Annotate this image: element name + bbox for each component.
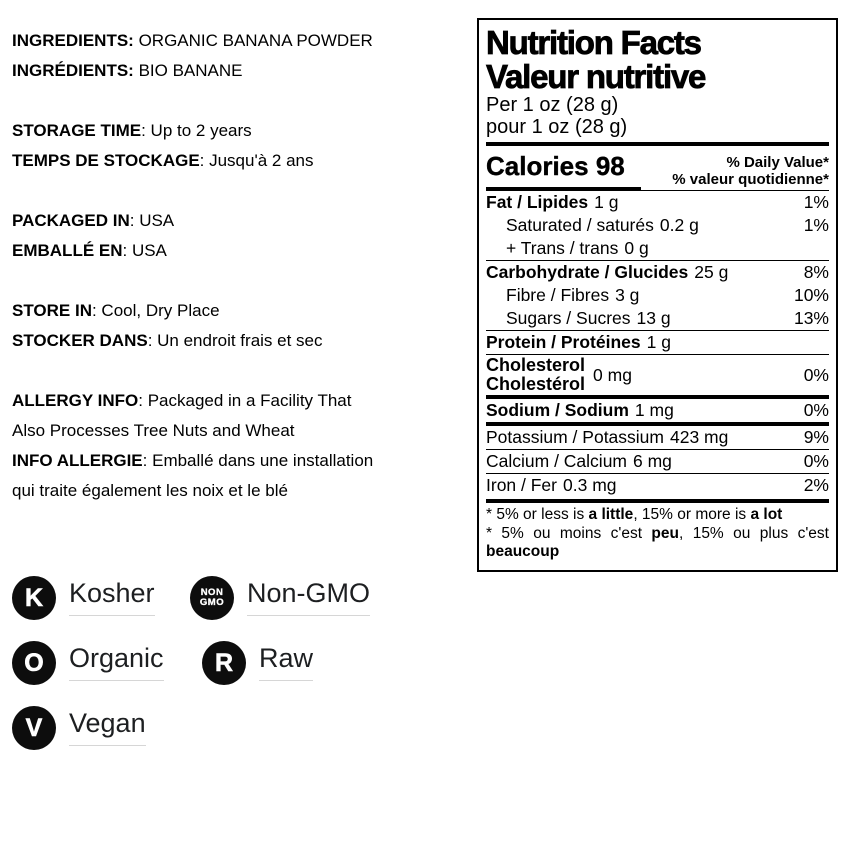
badge-raw bbox=[202, 641, 313, 685]
allergy-info-block bbox=[12, 386, 474, 506]
badge-label: Non-GMO bbox=[247, 580, 370, 616]
info-line bbox=[12, 56, 474, 86]
nutrient-name: Fibre / Fibres bbox=[506, 285, 610, 305]
info-text: BIO BANANE bbox=[133, 61, 243, 80]
nutrition-title-fr: Valeur nutritive bbox=[486, 58, 706, 95]
nutrition-title-en: Nutrition Facts bbox=[486, 24, 701, 61]
nutrition-row-iron bbox=[486, 473, 829, 497]
nutrient-name: Fat / Lipides bbox=[486, 192, 589, 212]
info-text: : Un endroit frais et sec bbox=[147, 331, 323, 350]
info-text: : Packaged in a Facility That bbox=[138, 391, 352, 410]
nutrient-amount: 3 g bbox=[615, 285, 640, 305]
product-info-section bbox=[12, 26, 474, 536]
cholesterol-name-fr: Cholestérol bbox=[486, 374, 586, 394]
nutrition-row-saturated bbox=[486, 214, 829, 237]
info-line bbox=[12, 26, 474, 56]
certification-badges bbox=[12, 576, 370, 771]
nutrient-name: Protein / Protéines bbox=[486, 332, 641, 352]
nutrient-name: Carbohydrate / Glucides bbox=[486, 262, 689, 282]
packaged-in-block bbox=[12, 206, 474, 266]
nutrition-row-fat bbox=[486, 190, 829, 214]
info-line bbox=[12, 206, 474, 236]
nutrient-amount: 6 mg bbox=[633, 451, 672, 471]
ingredients-block bbox=[12, 26, 474, 86]
calories-row bbox=[486, 148, 829, 190]
nutrition-facts-panel bbox=[477, 18, 838, 572]
badge-vegan bbox=[12, 706, 190, 750]
nutrient-name: Sodium / Sodium bbox=[486, 400, 629, 420]
info-line bbox=[12, 416, 474, 446]
info-text: : Up to 2 years bbox=[141, 121, 252, 140]
calories-label: Calories bbox=[486, 151, 589, 181]
cholesterol-name-en: Cholesterol bbox=[486, 355, 586, 375]
nutrition-row-carbohydrate bbox=[486, 260, 829, 284]
nutrient-amount: 1 g bbox=[594, 192, 619, 212]
badge-non-gmo bbox=[190, 576, 370, 620]
badge-row bbox=[12, 641, 370, 685]
badge-row bbox=[12, 706, 370, 750]
badge-label: Organic bbox=[69, 645, 164, 681]
calories-value-group bbox=[486, 151, 641, 190]
info-line bbox=[12, 326, 474, 356]
info-text: : Cool, Dry Place bbox=[91, 301, 220, 320]
footnote-line-en: * 5% or less is a little, 15% or more is a lot bbox=[486, 506, 783, 523]
badge-row bbox=[12, 576, 370, 620]
nutrient-dv: 10% bbox=[793, 285, 829, 305]
nutrient-name: Sugars / Sucres bbox=[506, 308, 631, 328]
nutrient-name: Saturated / saturés bbox=[506, 215, 654, 235]
info-label: INGRÉDIENTS: bbox=[12, 61, 134, 80]
nutrient-amount: 13 g bbox=[636, 308, 671, 328]
info-label: INGREDIENTS: bbox=[12, 31, 134, 50]
calories-value: 98 bbox=[595, 151, 625, 181]
nutrition-row-sugars bbox=[486, 307, 829, 330]
nutrient-amount: 1 g bbox=[646, 332, 671, 352]
raw-badge-icon: R bbox=[202, 641, 246, 685]
badge-label: Raw bbox=[259, 645, 313, 681]
nutrition-row-calcium bbox=[486, 449, 829, 473]
info-text: : USA bbox=[129, 211, 175, 230]
storage-time-block bbox=[12, 116, 474, 176]
info-label: STORAGE TIME bbox=[12, 121, 142, 140]
nutrition-row-potassium bbox=[486, 422, 829, 449]
vegan-badge-icon: V bbox=[12, 706, 56, 750]
nutrient-amount: 0 g bbox=[624, 238, 649, 258]
nutrient-dv: 13% bbox=[793, 308, 829, 328]
nutrient-dv: 2% bbox=[803, 475, 829, 495]
nutrient-amount: 25 g bbox=[694, 262, 729, 282]
nutrient-name: Calcium / Calcium bbox=[486, 451, 627, 471]
info-text: Also Processes Tree Nuts and Wheat bbox=[12, 421, 295, 440]
nutrient-dv: 8% bbox=[803, 262, 829, 282]
daily-value-header-fr: % valeur quotidienne* bbox=[672, 171, 829, 188]
footnote-line-fr: * 5% ou moins c'est peu, 15% ou plus c'est beaucoup bbox=[486, 524, 829, 560]
nutrient-dv: 0% bbox=[803, 400, 829, 420]
info-label: ALLERGY INFO bbox=[12, 391, 139, 410]
info-line bbox=[12, 146, 474, 176]
info-text: : Emballé dans une installation bbox=[142, 451, 374, 470]
badge-kosher bbox=[12, 576, 190, 620]
info-label: STOCKER DANS bbox=[12, 331, 148, 350]
info-label: INFO ALLERGIE bbox=[12, 451, 143, 470]
nutrient-amount: 0.3 mg bbox=[563, 475, 617, 495]
info-line bbox=[12, 116, 474, 146]
non-gmo-badge-icon: NON GMO bbox=[190, 576, 234, 620]
info-text: ORGANIC BANANA POWDER bbox=[133, 31, 373, 50]
store-in-block bbox=[12, 296, 474, 356]
info-label: PACKAGED IN bbox=[12, 211, 130, 230]
info-line bbox=[12, 296, 474, 326]
nutrient-name: Potassium / Potassium bbox=[486, 427, 664, 447]
nutrition-row-protein bbox=[486, 330, 829, 354]
nutrition-row-sodium bbox=[486, 395, 829, 422]
info-line bbox=[12, 476, 474, 506]
nutrient-dv: 1% bbox=[803, 215, 829, 235]
nutrition-row-fibre bbox=[486, 284, 829, 307]
info-label: STORE IN bbox=[12, 301, 92, 320]
nutrient-name bbox=[486, 356, 585, 394]
info-text: : USA bbox=[122, 241, 167, 260]
nutrient-amount: 423 mg bbox=[669, 427, 729, 447]
nutrient-dv: 0% bbox=[803, 364, 829, 385]
info-text: qui traite également les noix et le blé bbox=[12, 481, 288, 500]
daily-value-header-en: % Daily Value* bbox=[726, 154, 829, 171]
footnote bbox=[486, 499, 829, 562]
nutrient-name: + Trans / trans bbox=[506, 238, 619, 258]
nutrient-amount: 1 mg bbox=[634, 400, 674, 420]
nutrient-dv: 1% bbox=[803, 192, 829, 212]
serving-size-fr: pour 1 oz (28 g) bbox=[486, 116, 628, 138]
daily-value-header bbox=[672, 154, 829, 190]
kosher-badge-icon: K bbox=[12, 576, 56, 620]
nutrient-dv: 0% bbox=[803, 451, 829, 471]
nutrition-row-cholesterol bbox=[486, 354, 829, 395]
badge-organic bbox=[12, 641, 190, 685]
nutrient-dv: 9% bbox=[803, 427, 829, 447]
info-text: : Jusqu'à 2 ans bbox=[199, 151, 314, 170]
serving-size-en: Per 1 oz (28 g) bbox=[486, 94, 619, 116]
info-label: EMBALLÉ EN bbox=[12, 241, 123, 260]
info-line bbox=[12, 446, 474, 476]
badge-label: Vegan bbox=[69, 710, 146, 746]
nutrient-amount: 0.2 g bbox=[659, 215, 699, 235]
nutrient-amount: 0 mg bbox=[593, 364, 632, 385]
info-label: TEMPS DE STOCKAGE bbox=[12, 151, 200, 170]
thick-divider bbox=[486, 142, 829, 146]
nutrition-row-trans bbox=[486, 237, 829, 260]
badge-label: Kosher bbox=[69, 580, 155, 616]
nutrient-name: Iron / Fer bbox=[486, 475, 557, 495]
organic-badge-icon: O bbox=[12, 641, 56, 685]
info-line bbox=[12, 236, 474, 266]
info-line bbox=[12, 386, 474, 416]
